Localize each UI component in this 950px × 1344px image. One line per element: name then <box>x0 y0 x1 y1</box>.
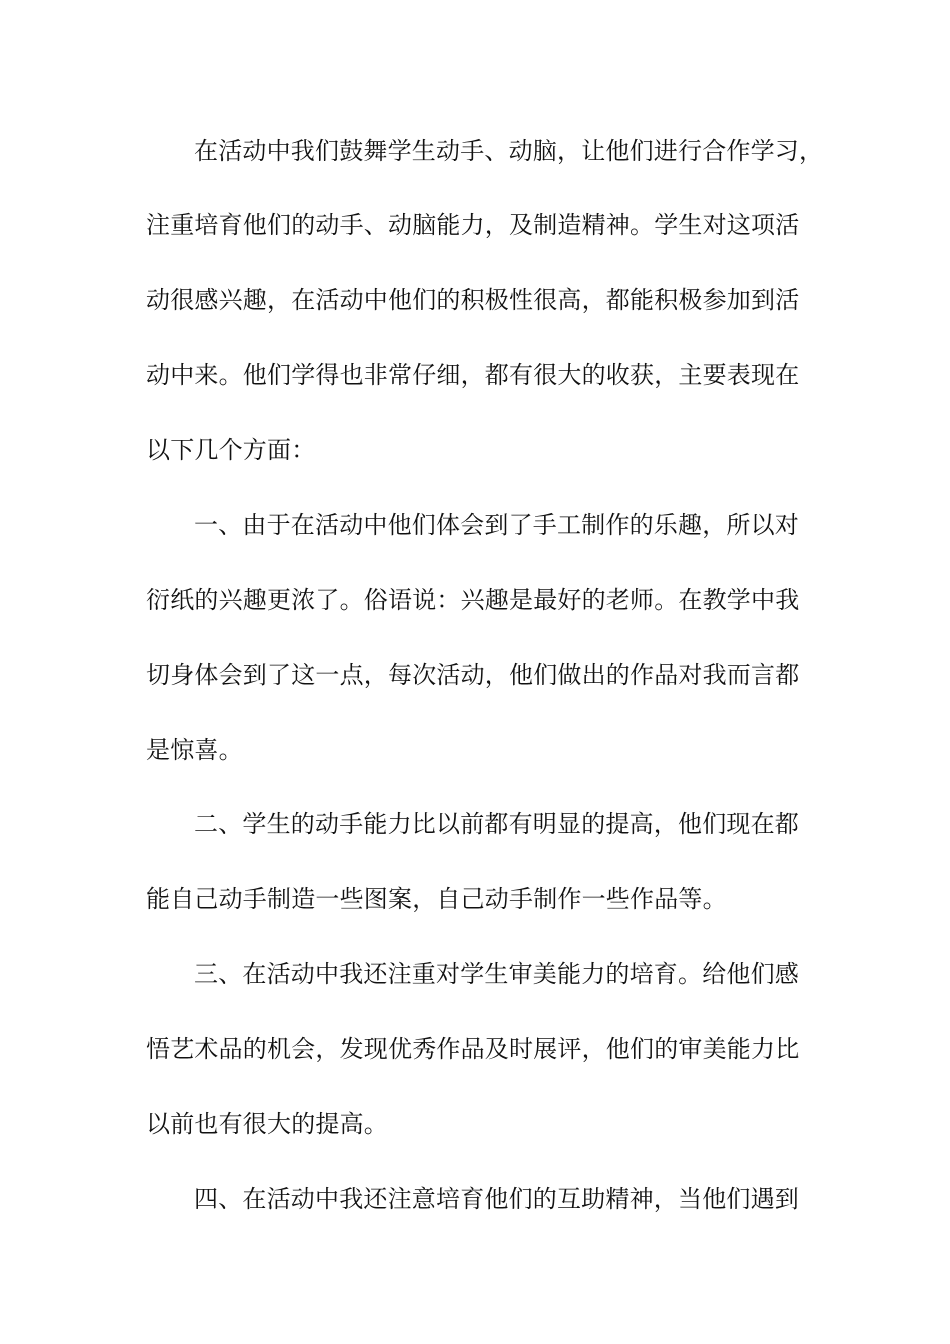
paragraph-2-line-1: 一、由于在活动中他们体会到了手工制作的乐趣，所以对 <box>194 511 799 539</box>
paragraph-1-line-1: 在活动中我们鼓舞学生动手、动脑，让他们进行合作学习， <box>194 137 824 165</box>
paragraph-4-line-3: 以前也有很大的提高。 <box>146 1110 388 1138</box>
paragraph-1-line-4: 动中来。他们学得也非常仔细，都有很大的收获，主要表现在 <box>146 361 800 389</box>
paragraph-2-line-4: 是惊喜。 <box>146 736 243 764</box>
paragraph-1-line-3: 动很感兴趣，在活动中他们的积极性很高，都能积极参加到活 <box>146 286 800 314</box>
paragraph-2-line-3: 切身体会到了这一点，每次活动，他们做出的作品对我而言都 <box>146 661 800 689</box>
paragraph-4-line-2: 悟艺术品的机会，发现优秀作品及时展评，他们的审美能力比 <box>146 1035 800 1063</box>
paragraph-1-line-2: 注重培育他们的动手、动脑能力，及制造精神。学生对这项活 <box>146 211 800 239</box>
paragraph-3-line-2: 能自己动手制造一些图案，自己动手制作一些作品等。 <box>146 885 727 913</box>
paragraph-1-line-5: 以下几个方面： <box>146 436 316 464</box>
paragraph-3-line-1: 二、学生的动手能力比以前都有明显的提高，他们现在都 <box>194 810 799 838</box>
paragraph-4-line-1: 三、在活动中我还注重对学生审美能力的培育。给他们感 <box>194 960 799 988</box>
paragraph-5-line-1: 四、在活动中我还注意培育他们的互助精神，当他们遇到 <box>194 1185 799 1213</box>
paragraph-2-line-2: 衍纸的兴趣更浓了。俗语说：兴趣是最好的老师。在教学中我 <box>146 586 800 614</box>
